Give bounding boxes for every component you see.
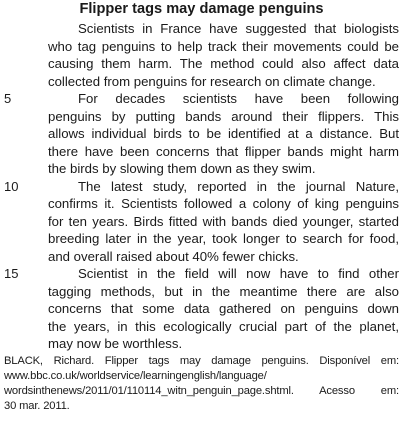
text-line: 5 For decades scientists have been following <box>4 91 399 106</box>
text-line: the years, in this ecologically crucial part of the planet, <box>48 318 399 334</box>
line-number: 5 <box>4 91 12 106</box>
text-line: concerns that some data gathered on penguins down <box>48 301 399 316</box>
article-title: Flipper tags may damage penguins <box>79 1 324 17</box>
text-line: confirms it. Scientists followed a colony of king penguins <box>48 196 399 211</box>
citation-line: wordsinthenews/2011/01/110114_witn_penguin_page.shtml. Acesso em: <box>4 385 399 397</box>
citation-line: 30 mar. 2011. <box>4 400 70 412</box>
text-line: penguins by putting bands around their flippers. This <box>48 108 399 124</box>
text-line: collected from penguins for research on climate change. <box>48 73 376 89</box>
citation <box>4 354 399 414</box>
text-line: the birds by slowing them down as they swim. <box>48 161 316 176</box>
text-line: 10 The latest study, reported in the journal Nature, <box>4 178 399 194</box>
text-line: tagging methods, but in the meantime there are also <box>48 283 399 299</box>
text-line: there have been concerns that flipper bands might harm <box>48 143 399 159</box>
citation-line: www.bbc.co.uk/worldservice/learningenglish/language/ <box>4 370 267 382</box>
text-line: allows individual birds to be identified at a distance. But <box>48 126 399 141</box>
paragraph <box>4 265 399 353</box>
article-body <box>4 20 399 353</box>
line-number: 15 <box>4 266 19 281</box>
paragraph <box>4 178 399 266</box>
text-line: 15 Scientist in the field will now have to find other <box>4 266 399 281</box>
text-line: Scientists in France have suggested that biologists <box>78 21 399 36</box>
text-line: may now be worthless. <box>48 336 183 351</box>
text-line: who tag penguins to help track their movements could be <box>48 38 399 54</box>
text-line: breeding later in the year, took longer to search for food, <box>48 231 399 246</box>
text-line: for ten years. Birds fitted with bands died younger, started <box>48 213 399 229</box>
paragraph <box>4 90 399 178</box>
text-line: causing them harm. The method could also affect data <box>48 56 399 71</box>
citation-line: BLACK, Richard. Flipper tags may damage penguins. Disponível em: <box>4 355 399 367</box>
text-line: and overall raised about 40% fewer chicks. <box>48 248 299 264</box>
line-number: 10 <box>4 178 19 194</box>
paragraph <box>48 20 399 90</box>
